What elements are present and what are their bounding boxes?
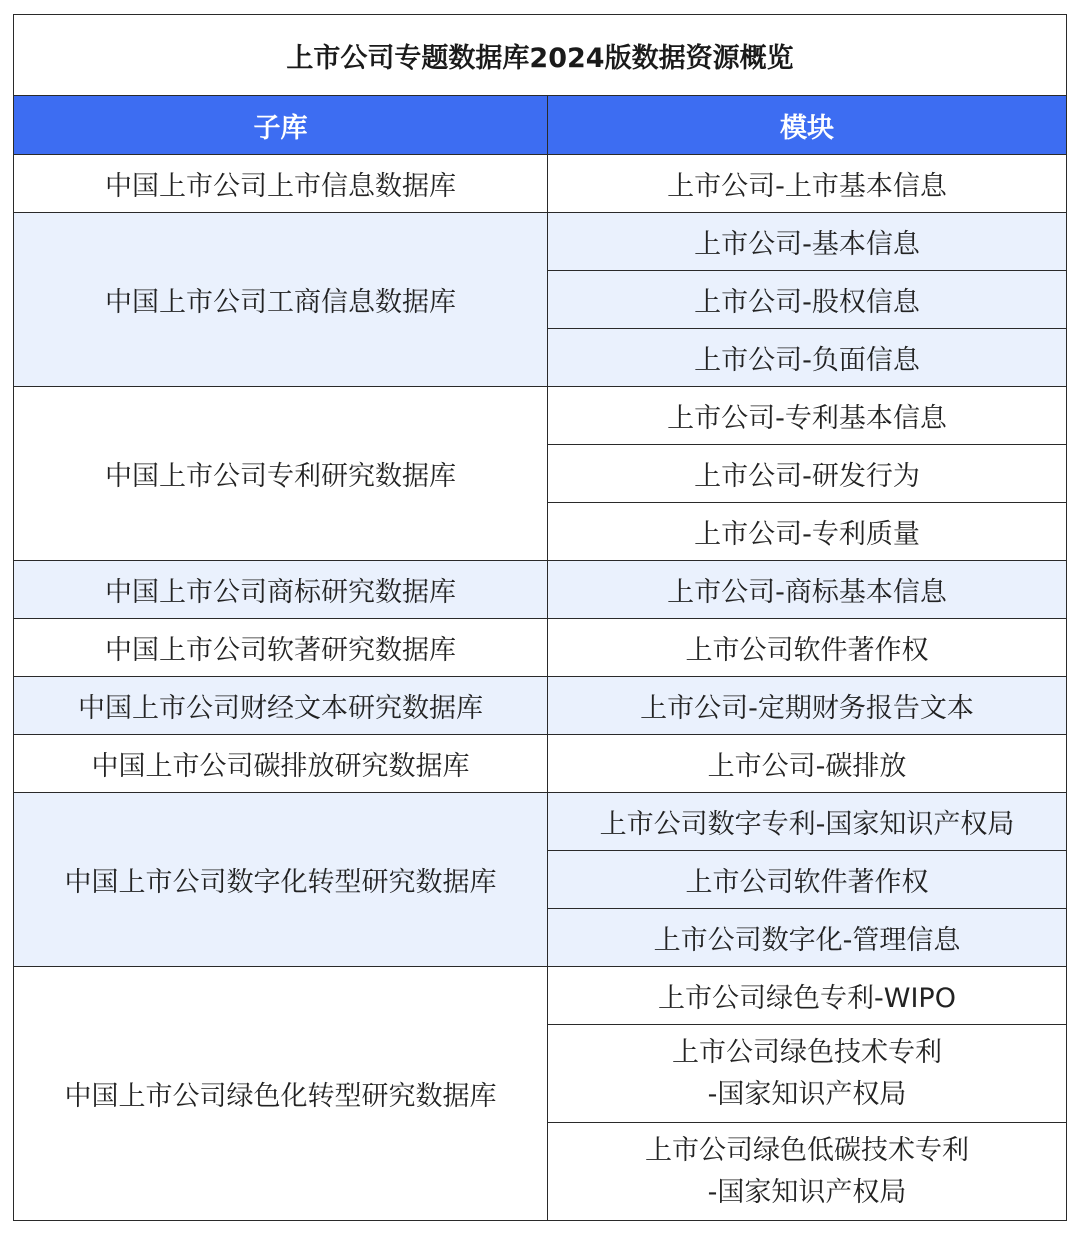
table-row (14, 619, 1067, 677)
table-row (14, 155, 1067, 213)
module-cell: 上市公司-碳排放 (548, 735, 1067, 793)
module-cell: 上市公司-商标基本信息 (548, 561, 1067, 619)
sublib-cell: 中国上市公司工商信息数据库 (14, 213, 548, 387)
overview-table-container (13, 14, 1066, 1221)
module-cell: 上市公司绿色专利-WIPO (548, 967, 1067, 1025)
table-row (14, 677, 1067, 735)
table-row (14, 561, 1067, 619)
table-row (14, 967, 1067, 1025)
table-row (14, 793, 1067, 851)
sublib-cell: 中国上市公司碳排放研究数据库 (14, 735, 548, 793)
table-row (14, 387, 1067, 445)
sublib-cell: 中国上市公司商标研究数据库 (14, 561, 548, 619)
module-cell: 上市公司-研发行为 (548, 445, 1067, 503)
module-cell: 上市公司-负面信息 (548, 329, 1067, 387)
table-row (14, 213, 1067, 271)
module-line: -国家知识产权局 (707, 1078, 907, 1110)
header-sublib: 子库 (14, 96, 548, 155)
module-cell (548, 1025, 1067, 1123)
module-cell: 上市公司软件著作权 (548, 851, 1067, 909)
module-cell: 上市公司-专利质量 (548, 503, 1067, 561)
table-body (14, 155, 1067, 1221)
sublib-cell: 中国上市公司数字化转型研究数据库 (14, 793, 548, 967)
module-cell: 上市公司-股权信息 (548, 271, 1067, 329)
sublib-cell: 中国上市公司软著研究数据库 (14, 619, 548, 677)
sublib-cell: 中国上市公司绿色化转型研究数据库 (14, 967, 548, 1221)
table-title: 上市公司专题数据库2024版数据资源概览 (14, 15, 1067, 96)
sublib-cell: 中国上市公司上市信息数据库 (14, 155, 548, 213)
module-line: 上市公司绿色技术专利 (672, 1036, 942, 1068)
module-line: 上市公司绿色低碳技术专利 (645, 1134, 969, 1166)
module-cell: 上市公司软件著作权 (548, 619, 1067, 677)
module-cell (548, 1123, 1067, 1221)
sublib-cell: 中国上市公司财经文本研究数据库 (14, 677, 548, 735)
module-cell: 上市公司-专利基本信息 (548, 387, 1067, 445)
module-cell: 上市公司-基本信息 (548, 213, 1067, 271)
module-cell: 上市公司数字化-管理信息 (548, 909, 1067, 967)
data-resource-table (13, 14, 1067, 1221)
table-row (14, 735, 1067, 793)
module-cell: 上市公司数字专利-国家知识产权局 (548, 793, 1067, 851)
sublib-cell: 中国上市公司专利研究数据库 (14, 387, 548, 561)
header-module: 模块 (548, 96, 1067, 155)
module-line: -国家知识产权局 (707, 1176, 907, 1208)
module-cell: 上市公司-上市基本信息 (548, 155, 1067, 213)
module-cell: 上市公司-定期财务报告文本 (548, 677, 1067, 735)
